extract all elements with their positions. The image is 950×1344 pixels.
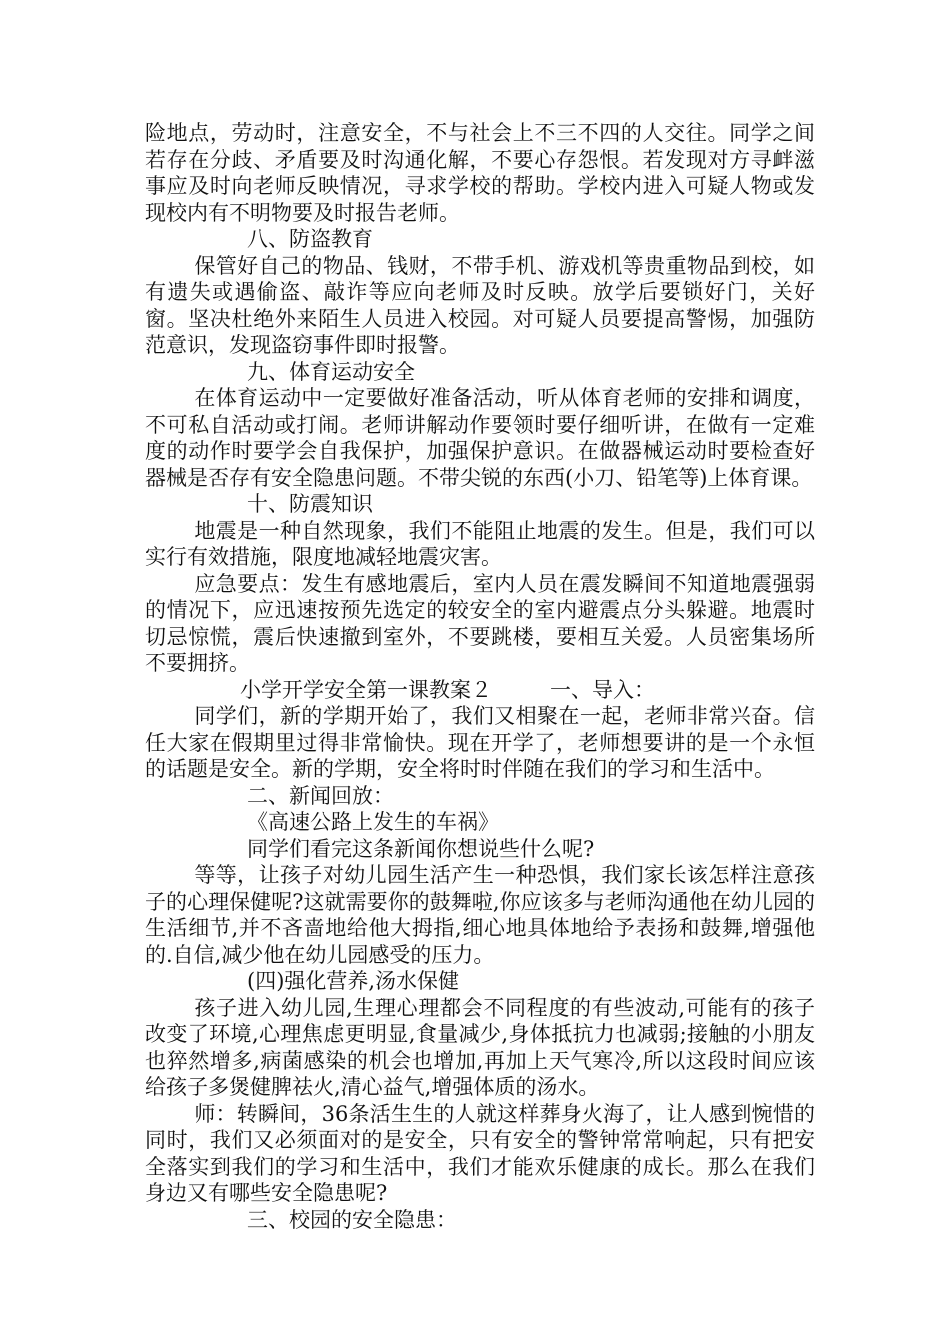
section-heading-anti-theft: 八、防盗教育	[247, 227, 373, 251]
section-heading-sports-safety: 九、体育运动安全	[247, 359, 415, 384]
paragraph-teacher-remark: 师：转瞬间，36条活生生的人就这样葬身火海了，让人感到惋惜的同时，我们又必须面对的是安全，只有安全的警钟常常响起，只有把安全落实到我们的学习和生活中，我们才能欢乐健康的成长。那么在我们身边又有哪些安全隐患呢?	[145, 1101, 815, 1205]
lesson-title-line	[145, 677, 815, 704]
paragraph-earthquake-emergency: 应急要点：发生有感地震后，室内人员在震发瞬间不知道地震强弱的情况下，应迅速按预先选定的较安全的室内避震点分头躲避。地震时切忌惊慌，震后快速撤到室外，不要跳楼，要相互关爱。人员密集场所不要拥挤。	[145, 571, 815, 675]
paragraph-introduction: 同学们，新的学期开始了，我们又相聚在一起，老师非常兴奋。信任大家在假期里过得非常愉快。现在开学了，老师想要讲的是一个永恒的话题是安全。新的学期，安全将时时伴随在我们的学习和生活中。	[145, 704, 815, 781]
paragraph-nutrition: 孩子进入幼儿园,生理心理都会不同程度的有些波动,可能有的孩子改变了环境,心理焦虑更明显,食量减少,身体抵抗力也减弱;接触的小朋友也猝然增多,病菌感染的机会也增加,再加上天气寒冷,所以这段时间应该给孩子多煲健脾祛火,清心益气,增强体质的汤水。	[145, 995, 815, 1099]
section-heading-nutrition: (四)强化营养,汤水保健	[247, 969, 460, 993]
news-title: 《高速公路上发生的车祸》	[247, 810, 499, 834]
section-heading-campus-hazards: 三、校园的安全隐患：	[247, 1207, 457, 1232]
paragraph-continuation: 险地点，劳动时，注意安全，不与社会上不三不四的人交往。同学之间若存在分歧、矛盾要及时沟通化解，不要心存怨恨。若发现对方寻衅滋事应及时向老师反映情况，寻求学校的帮助。学校内进入可疑人物或发现校内有不明物要及时报告老师。	[145, 121, 815, 225]
lesson-title: 小学开学安全第一课教案２	[240, 677, 492, 702]
section-heading-earthquake: 十、防震知识	[247, 492, 373, 516]
paragraph-sports-safety: 在体育运动中一定要做好准备活动，听从体育老师的安排和调度，不可私自活动或打闹。老师讲解动作要领时要仔细听讲，在做有一定难度的动作时要学会自我保护，加强保护意识。在做器械运动时要检查好器械是否存有安全隐患问题。不带尖锐的东西(小刀、铅笔等)上体育课。	[145, 386, 815, 490]
news-question: 同学们看完这条新闻你想说些什么呢?	[247, 836, 595, 861]
intro-heading: 一、导入：	[550, 677, 655, 702]
section-heading-news-review: 二、新闻回放：	[247, 783, 394, 808]
paragraph-anti-theft: 保管好自己的物品、钱财，不带手机、游戏机等贵重物品到校，如有遗失或遇偷盗、敲诈等应向老师及时反映。放学后要锁好门，关好窗。坚决杜绝外来陌生人员进入校园。对可疑人员要提高警惕，加强防范意识，发现盗窃事件即时报警。	[145, 253, 815, 357]
document-page	[145, 120, 815, 1233]
paragraph-earthquake-intro: 地震是一种自然现象，我们不能阻止地震的发生。但是，我们可以实行有效措施，限度地减轻地震灾害。	[145, 518, 815, 569]
paragraph-psychology: 等等，让孩子对幼儿园生活产生一种恐惧，我们家长该怎样注意孩子的心理保健呢?这就需要你的鼓舞啦,你应该多与老师沟通他在幼儿园的生活细节,并不吝啬地给他大拇指,细心地具体地给予表扬和鼓舞,增强他的.自信,减少他在幼儿园感受的压力。	[145, 863, 815, 967]
